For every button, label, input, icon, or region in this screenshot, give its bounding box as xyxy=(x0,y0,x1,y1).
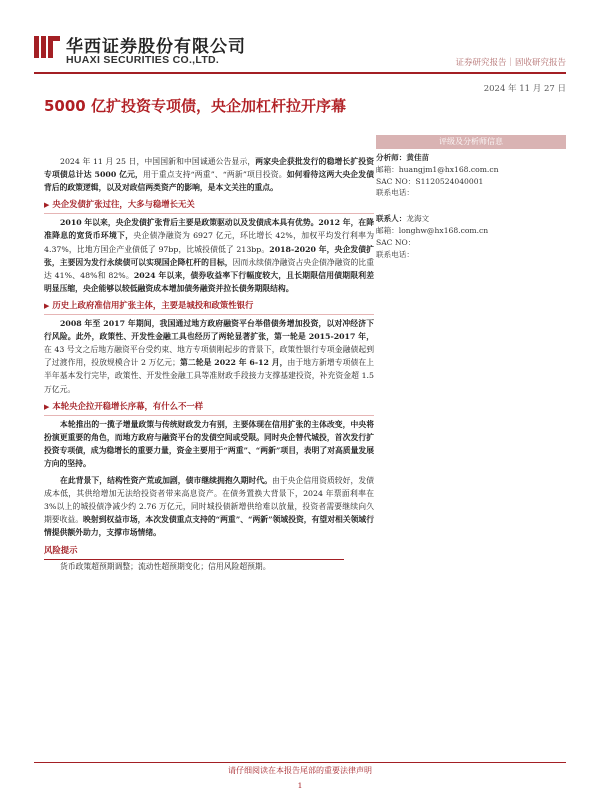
s1-bold-2: 2018-2020 年，央企发债扩张，主要因为发行永续债可以实现国企降杠杆的目标， xyxy=(44,244,374,267)
page-number: 1 xyxy=(297,781,303,790)
section3-paragraph-1 xyxy=(44,418,374,470)
s3-bold-2: 在此背景下，结构性资产荒或加剧，债市继续拥抱久期时代。 xyxy=(60,476,272,486)
company-name-en: HUAXI SECURITIES CO.,LTD. xyxy=(66,54,220,66)
s3-text-1: 由于央企信用资质较好，发债成本低，其供给增加无法给投资者带来高息资产。在债务置换大背景下，2024 年票面利率在 3%以上的城投债净减少约 2.76 万亿元，同时城投债新增供给难以放量，投资者需要继续向久期要收益。 xyxy=(44,476,374,525)
contact-phone: 联系电话： xyxy=(376,249,414,259)
s3-bold-1: 本轮推出的一揽子增量政策与传统财政发力有别，主要体现在信用扩张的主体改变，中央将扮演更重要的角色，而地方政府与融资平台的发债空间或受限。同时央企替代城投，首次发行扩投资专项债，成为稳增长的重要力量，资金主要用于“两重”、“两新”项目，表明了对高质量发展方向的坚持。 xyxy=(44,419,374,468)
contact-email[interactable]: 邮箱：longhw@hx168.com.cn xyxy=(376,225,489,235)
analyst-email[interactable]: 邮箱：huangjm1@hx168.com.cn xyxy=(376,164,499,174)
s2-bold-1: 2008 年至 2017 年期间，我国通过地方政府融资平台举借债务增加投资，以对冲经济下行风险。此外，政策性、开发性金融工具也经历了两轮显著扩张，第一轮是 2015-2017 年， xyxy=(44,319,374,342)
section-heading-1 xyxy=(44,198,374,214)
s1-bold-3: 2024 年以来，债券收益率下行幅度较大，且长期限信用债期限利差明显压缩，央企能够以较低融资成本增加债务融资并拉长债务期限结构。 xyxy=(44,270,374,293)
contact-sac: SAC NO： xyxy=(376,237,416,247)
section-heading-3 xyxy=(44,400,374,416)
s2-text-2: 由于地方新增专项债在上半年基本发行完毕，政策性、开发性金融工具等准财政手段接力支撑基建投资，补充资金超 1.5 万亿元。 xyxy=(44,358,374,394)
section-triangle-icon: ▶ xyxy=(44,200,50,210)
section-triangle-icon: ▶ xyxy=(44,300,50,310)
intro-paragraph xyxy=(44,155,374,194)
analyst-sac: SAC NO：S1120524040001 xyxy=(376,176,484,186)
contact-row xyxy=(376,213,566,225)
s1-text-2: 因而永续债净融资占央企债净融资的比重达 41%、48%和 82%。 xyxy=(44,257,375,280)
intro-bold-2: 如何看待这两大央企发债背后的政策逻辑，以及对政信两类资产的影响，是本文关注的重点。 xyxy=(44,170,374,193)
section2-paragraph xyxy=(44,317,374,396)
section-triangle-icon: ▶ xyxy=(44,401,50,411)
section1-paragraph xyxy=(44,216,374,295)
huaxi-logo-icon xyxy=(34,34,60,60)
s1-bold-1: 2010 年以来，央企发债扩张背后主要是政策驱动以及发债成本具有优势。2012 年，在降准降息的宽货币环境下， xyxy=(44,218,374,241)
intro-bold-1: 两家央企获批发行的稳增长扩投资专项债总计达 5000 亿元， xyxy=(44,157,374,180)
section-heading-2 xyxy=(44,299,374,315)
analyst-name: 黄佳苗 xyxy=(406,153,430,162)
footer-divider xyxy=(34,762,566,763)
report-date: 2024 年 11 月 27 日 xyxy=(483,84,566,94)
analyst-phone: 联系电话： xyxy=(376,188,414,198)
s1-text-1: 央企债净融资为 6927 亿元，环比增长 42%，加权平均发行利率为 4.37%，比地方国企产业债低了 97bp，比城投债低了 213bp。 xyxy=(44,231,375,254)
intro-text-1: 2024 年 11 月 25 日，中国国新和中国诚通公告显示， xyxy=(60,157,256,166)
sidebar-heading: 评级及分析师信息 xyxy=(376,135,566,149)
header-divider xyxy=(34,72,566,74)
section3-paragraph-2 xyxy=(44,474,374,539)
analyst-row xyxy=(376,152,566,164)
s2-bold-2: 第二轮是 2022 年 6-12 月， xyxy=(179,358,288,368)
s3-bold-3: 映射到权益市场，本次发债重点支持的“两重”、“两新”领域投资，有望对相关领域行情提供额外助力，支撑市场情绪。 xyxy=(44,515,375,538)
section-title-3: 本轮央企拉开稳增长序幕，有什么不一样 xyxy=(52,400,204,411)
contact-label: 联系人： xyxy=(376,214,407,224)
company-name-cn: 华西证券股份有限公司 xyxy=(66,37,246,57)
intro-text-2: 用于重点支持“两重”、“两新”项目投资。 xyxy=(142,170,287,180)
report-body xyxy=(44,155,374,577)
analyst-info-panel xyxy=(376,152,566,260)
legal-disclaimer-link[interactable]: 请仔细阅读在本报告尾部的重要法律声明 xyxy=(228,766,372,775)
risk-text: 货币政策超预期调整；流动性超预期变化；信用风险超预期。 xyxy=(60,561,271,571)
s2-text-1: 在 43 号文之后地方融资平台受约束、地方专项债刚起步的背景下，政策性银行专项金融债起到了过渡作用，投放规模合计 2 万亿元； xyxy=(44,345,374,368)
contact-name: 龙海文 xyxy=(406,214,430,224)
report-type: 证券研究报告｜固收研究报告 xyxy=(455,58,566,68)
analyst-label: 分析师： xyxy=(376,153,407,162)
section-title-2: 历史上政府准信用扩张主体，主要是城投和政策性银行 xyxy=(52,299,254,310)
risk-heading: 风险提示 xyxy=(44,544,344,560)
section-title-1: 央企发债扩张过往，大多与稳增长无关 xyxy=(52,199,195,210)
page-title: 5000 亿扩投资专项债，央企加杠杆拉开序幕 xyxy=(44,97,346,115)
